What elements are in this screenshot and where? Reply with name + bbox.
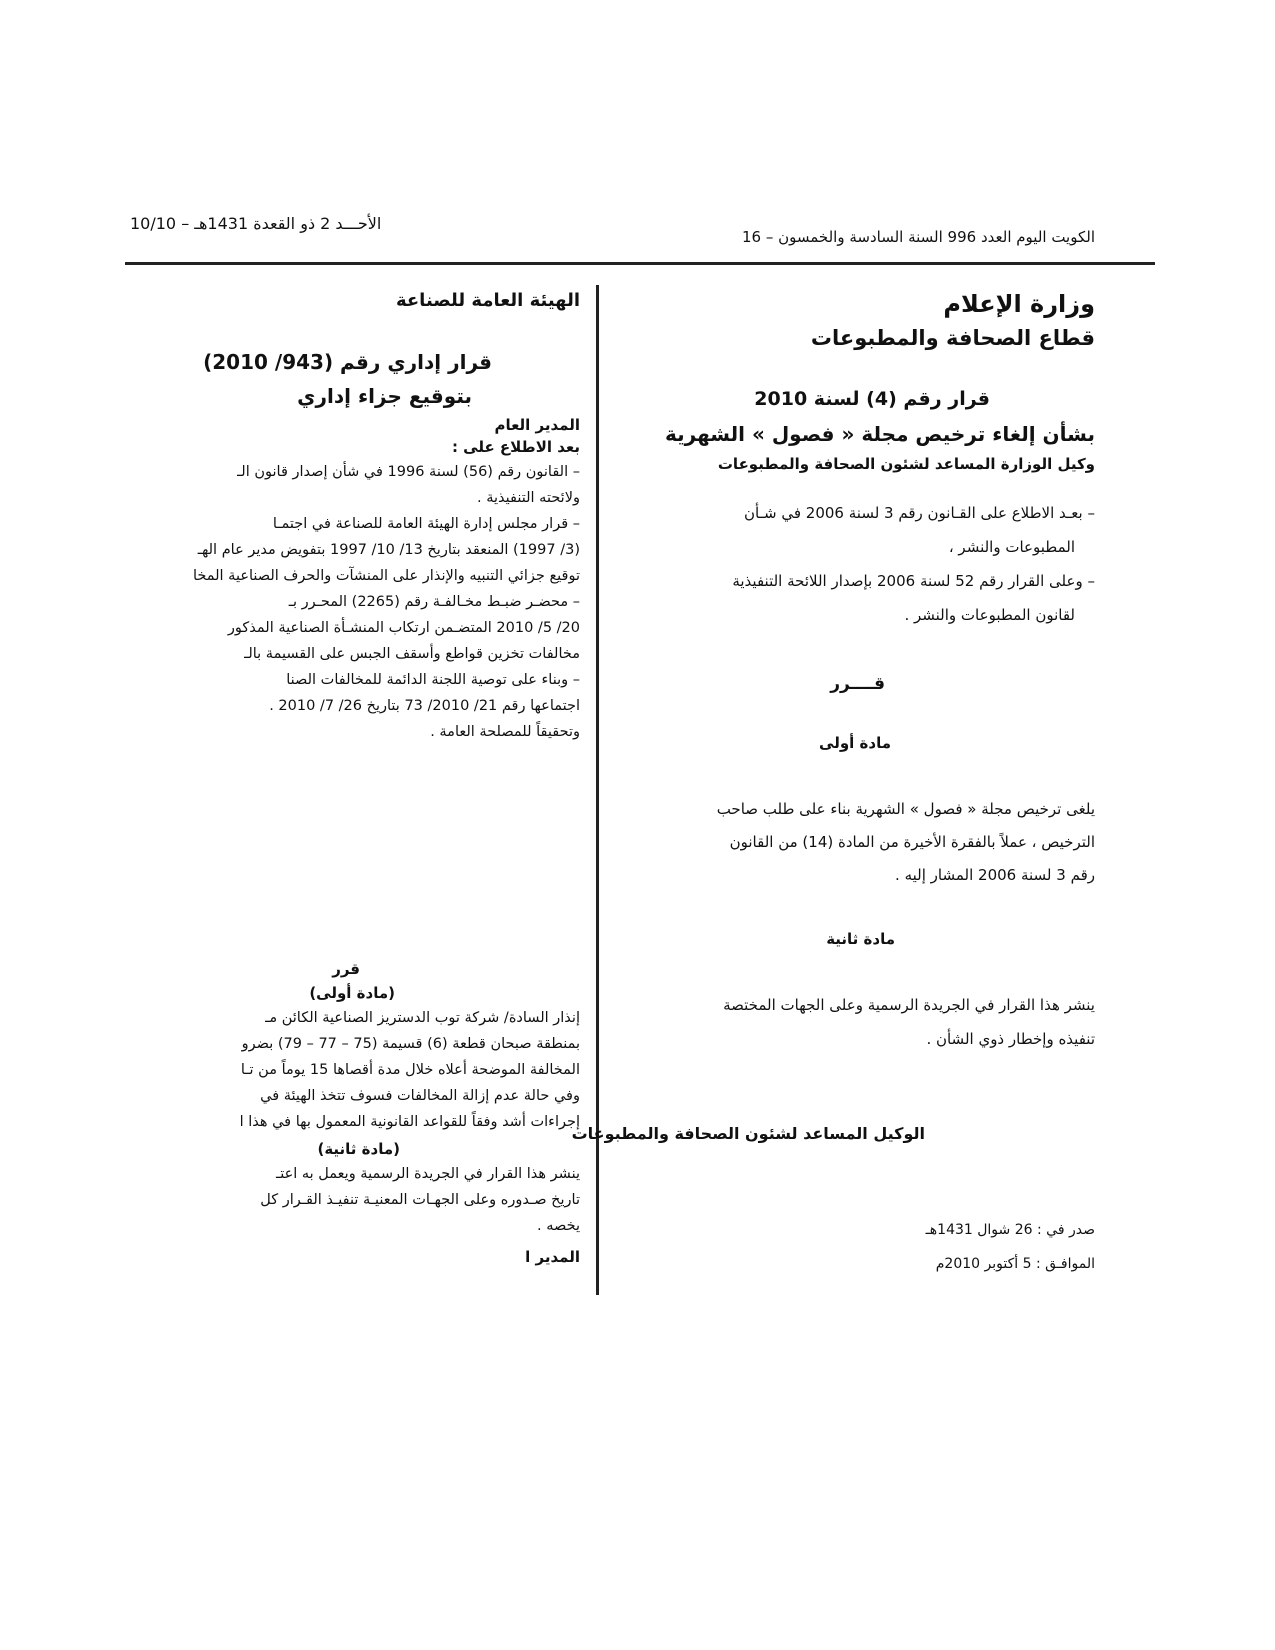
- preamble-line: – وعلى القرار رقم 52 لسنة 2006 بإصدار اللائحة التنفيذية: [732, 572, 1095, 590]
- article-1-line: المخالفة الموضحة أعلاه خلال مدة أقصاها 15 يوماً من تـا: [240, 1062, 580, 1078]
- preamble-line: – محضـر ضبـط مخـالفـة رقم (2265) المحـرر بـ: [288, 594, 580, 610]
- signatory: الوكيل المساعد لشئون الصحافة والمطبوعات: [571, 1124, 925, 1143]
- article-1-line: بمنطقة صبحان قطعة (6) قسيمة (75 – 77 – 79) بضرو: [241, 1036, 580, 1052]
- article-1-line: إجراءات أشد وفقاً للقواعد القانونية المعمول بها في هذا ا: [239, 1114, 580, 1130]
- preamble-line: توقيع جزائي التنبيه والإنذار على المنشآت والحرف الصناعية المخا: [192, 568, 580, 584]
- issued-on: صدر في : 26 شوال 1431هـ: [925, 1222, 1095, 1238]
- article-2-title: (مادة ثانية): [317, 1140, 400, 1158]
- decision-subject: بشأن إلغاء ترخيص مجلة « فصول » الشهرية: [664, 422, 1095, 446]
- preamble-line: ولائحته التنفيذية .: [477, 490, 580, 506]
- preamble-line: – وبناء على توصية اللجنة الدائمة للمخالفات الصنا: [286, 672, 580, 688]
- preamble-line: وتحقيقاً للمصلحة العامة .: [430, 724, 580, 740]
- decision-number: قرار إداري رقم (943/ 2010): [203, 350, 492, 374]
- decision-topic: بتوقيع جزاء إداري: [297, 384, 472, 408]
- preamble-line: 20/ 5/ 2010 المتضـمن ارتكاب المنشـأة الصناعية المذكور: [227, 620, 580, 636]
- column-divider: [596, 285, 599, 1295]
- article-1-line: إنذار السادة/ شركة توب الدستريز الصناعية الكائن مـ: [265, 1010, 580, 1026]
- article-1-line: يلغى ترخيص مجلة « فصول » الشهرية بناء على طلب صاحب: [716, 800, 1095, 818]
- article-2-title: مادة ثانية: [826, 930, 895, 948]
- article-1-title: مادة أولى: [819, 734, 891, 752]
- preamble-line: – بعـد الاطلاع على القـانون رقم 3 لسنة 2006 في شـأن: [744, 504, 1095, 522]
- preamble-line: المطبوعات والنشر ،: [948, 538, 1075, 556]
- page-header-date: الأحـــد 2 ذو القعدة 1431هـ – 10/10: [130, 214, 382, 233]
- director-title: المدير العام: [494, 416, 580, 434]
- article-2-line: يخصه .: [537, 1218, 580, 1234]
- article-2-line: ينشر هذا القرار في الجريدة الرسمية ويعمل به اعتـ: [275, 1166, 580, 1182]
- article-1-title: (مادة أولى): [309, 984, 395, 1002]
- decided-heading: قرر: [332, 960, 360, 978]
- article-1-line: وفي حالة عدم إزالة المخالفات فسوف تتخذ الهيئة في: [260, 1088, 580, 1104]
- article-2-line: تاريخ صـدوره وعلى الجهـات المعنيـة تنفيـذ القـرار كل: [260, 1192, 580, 1208]
- preamble-line: لقانون المطبوعات والنشر .: [904, 606, 1075, 624]
- after-review: بعد الاطلاع على :: [451, 438, 580, 456]
- preamble-line: اجتماعها رقم 21/ 2010/ 73 بتاريخ 26/ 7/ 2010 .: [269, 698, 580, 714]
- page-header-issue-info: الكويت اليوم العدد 996 السنة السادسة والخمسون – 16: [741, 228, 1095, 246]
- decided-heading: قــــرر: [830, 674, 885, 694]
- decision-number: قرار رقم (4) لسنة 2010: [754, 388, 990, 410]
- preamble-line: مخالفات تخزين قواطع وأسقف الجبس على القسيمة بالـ: [244, 646, 580, 662]
- preamble-line: – القانون رقم (56) لسنة 1996 في شأن إصدار قانون الـ: [237, 464, 580, 480]
- article-1-line: رقم 3 لسنة 2006 المشار إليه .: [895, 866, 1095, 884]
- preamble-line: – قرار مجلس إدارة الهيئة العامة للصناعة في اجتمـا: [272, 516, 580, 532]
- decision-issuer: وكيل الوزارة المساعد لشئون الصحافة والمطبوعات: [717, 455, 1095, 473]
- signature-fragment: المدير ا: [525, 1248, 580, 1266]
- header-divider: [125, 262, 1155, 265]
- article-2-line: تنفيذه وإخطار ذوي الشأن .: [926, 1030, 1095, 1048]
- preamble-line: (3/ 1997) المنعقد بتاريخ 13/ 10/ 1997 بتفويض مدير عام الهـ: [197, 542, 580, 558]
- authority-title: الهيئة العامة للصناعة: [395, 290, 580, 311]
- corresponding-date: الموافـق : 5 أكتوبر 2010م: [935, 1256, 1095, 1272]
- ministry-title: وزارة الإعلام: [943, 290, 1095, 318]
- sector-title: قطاع الصحافة والمطبوعات: [810, 326, 1095, 350]
- article-1-line: الترخيص ، عملاً بالفقرة الأخيرة من المادة (14) من القانون: [729, 833, 1095, 851]
- article-2-line: ينشر هذا القرار في الجريدة الرسمية وعلى الجهات المختصة: [723, 996, 1095, 1014]
